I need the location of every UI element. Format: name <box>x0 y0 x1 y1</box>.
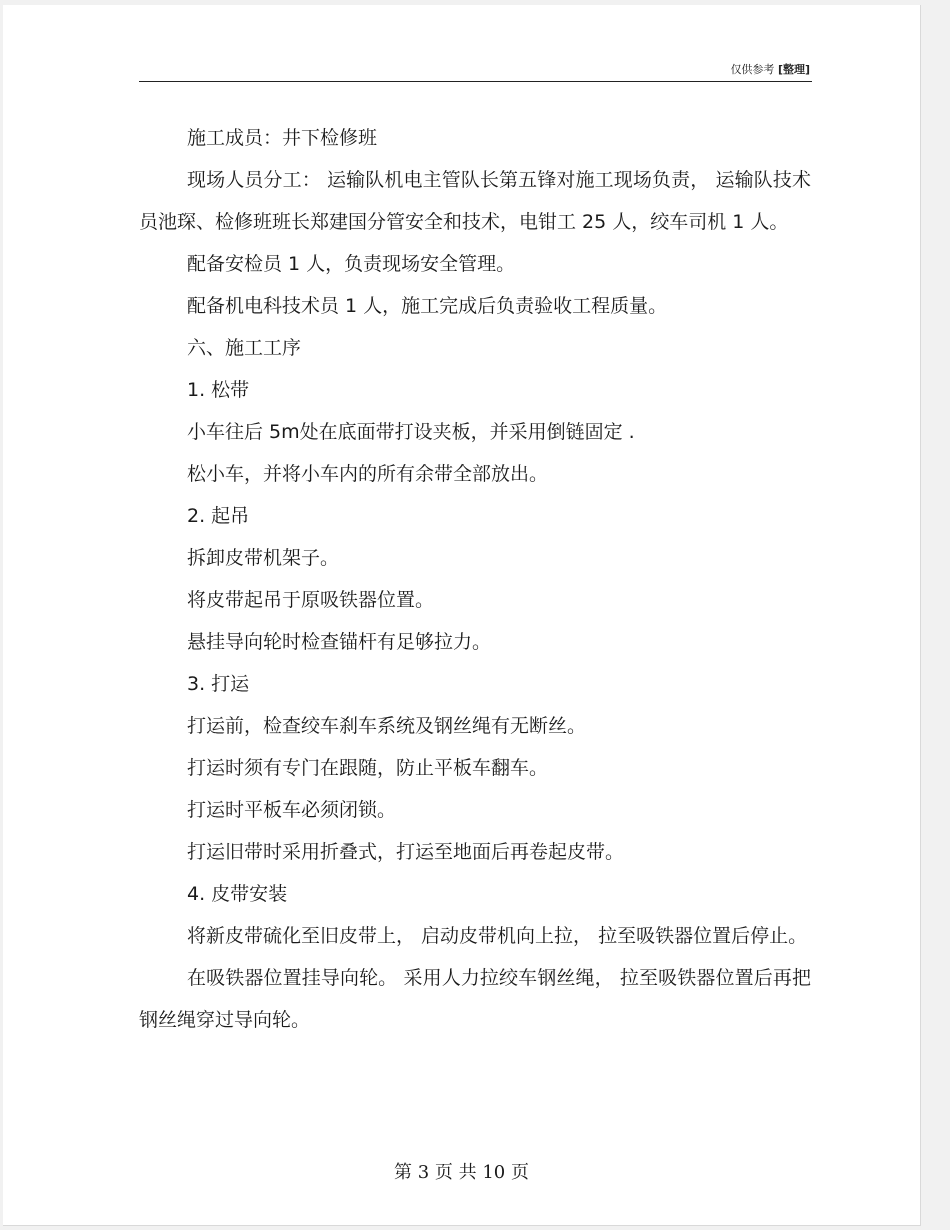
paragraph: 打运时平板车必须闭锁。 <box>187 799 397 821</box>
header-note-text: 仅供参考 <box>730 63 775 76</box>
paragraph: 松小车，并将小车内的所有余带全部放出。 <box>187 463 549 485</box>
page-footer: 第 3 页 共 10 页 <box>394 1162 529 1183</box>
step-heading: 1. 松带 <box>187 379 250 401</box>
paragraph: 配备安检员 1 人，负责现场安全管理。 <box>187 253 516 275</box>
step-heading: 4. 皮带安装 <box>187 883 288 905</box>
paragraph: 配备机电科技术员 1 人，施工完成后负责验收工程质量。 <box>187 295 668 317</box>
paragraph: 将皮带起吊于原吸铁器位置。 <box>187 589 435 611</box>
section-heading: 六、施工工序 <box>187 337 302 359</box>
paragraph: 打运前，检查绞车刹车系统及钢丝绳有无断丝。 <box>187 715 587 737</box>
paragraph: 在吸铁器位置挂导向轮。 采用人力拉绞车钢丝绳， 拉至吸铁器位置后再把钢丝绳穿过导向轮。 <box>139 967 811 1031</box>
header-rule <box>139 81 812 82</box>
step-heading: 3. 打运 <box>187 673 250 695</box>
paragraph: 拆卸皮带机架子。 <box>187 547 340 569</box>
paragraph: 悬挂导向轮时检查锚杆有足够拉力。 <box>187 631 492 653</box>
paragraph: 施工成员：井下检修班 <box>187 127 378 149</box>
header-note-tag: [整理] <box>777 63 810 76</box>
paragraph: 小车往后 5m处在底面带打设夹板，并采用倒链固定 . <box>187 421 635 443</box>
document-page <box>3 5 921 1226</box>
paragraph: 现场人员分工： 运输队机电主管队长第五锋对施工现场负责， 运输队技术员池琛、检修班班长郑建国分管安全和技术，电钳工 25 人，绞车司机 1 人。 <box>139 169 811 233</box>
paragraph: 将新皮带硫化至旧皮带上， 启动皮带机向上拉， 拉至吸铁器位置后停止。 <box>187 925 808 947</box>
step-heading: 2. 起吊 <box>187 505 250 527</box>
document-body <box>139 117 811 1041</box>
paragraph: 打运旧带时采用折叠式，打运至地面后再卷起皮带。 <box>187 841 625 863</box>
paragraph: 打运时须有专门在跟随，防止平板车翻车。 <box>187 757 549 779</box>
header-note <box>730 61 810 77</box>
